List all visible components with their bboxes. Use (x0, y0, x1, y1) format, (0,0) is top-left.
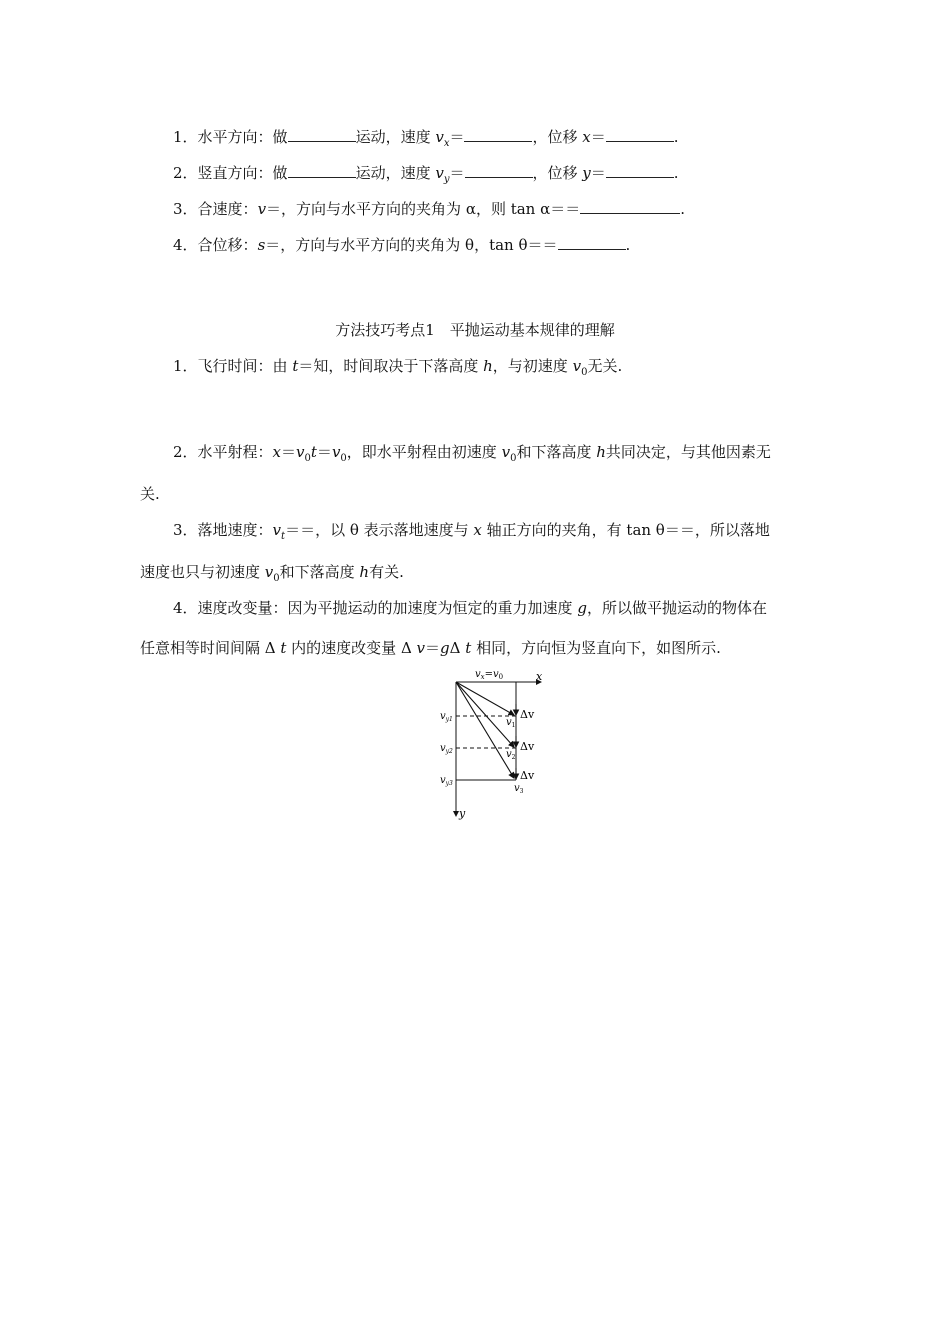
answer-blank[interactable] (464, 127, 532, 142)
formula-line-4: 4．合位移：s＝，方向与水平方向的夹角为 θ，tan θ＝＝ . (173, 236, 631, 254)
answer-blank[interactable] (288, 127, 356, 142)
x-axis-label: x (536, 670, 543, 683)
vy1-label: $v_{y1}$ (440, 711, 453, 723)
velocity-diagram (425, 664, 555, 824)
point-2-line-1: 2．水平射程：$x=v_0t=v_0$，即水平射程由初速度 $v_0$和下落高度 h共同决定，与其他因素无 (173, 443, 771, 464)
vy2-label: $v_{y2}$ (440, 743, 453, 755)
point-3-line-1: 3．落地速度：$v_t==$，以 θ 表示落地速度与 x 轴正方向的夹角，有 tan θ＝＝，所以落地 (173, 521, 770, 542)
y-axis-label: y (459, 807, 466, 820)
point-3-line-2: 速度也只与初速度 $v_0$和下落高度 h有关. (140, 563, 404, 584)
dv2-label: Δv (520, 740, 535, 753)
formula-line-3: 3．合速度：v＝，方向与水平方向的夹角为 α，则 tan α＝＝ . (173, 200, 686, 218)
answer-blank[interactable] (288, 163, 356, 178)
answer-blank[interactable] (580, 199, 680, 214)
formula-line-1: 1．水平方向：做 运动，速度 $v_x=$ ，位移 x＝ . (173, 128, 679, 149)
v2-vector (456, 682, 514, 747)
v1-vector (456, 682, 514, 715)
dv3-label: Δv (520, 769, 535, 782)
formula-line-2: 2．竖直方向：做 运动，速度 $v_y=$ ，位移 y＝ . (173, 164, 679, 185)
point-4-line-1: 4．速度改变量：因为平抛运动的加速度为恒定的重力加速度 g，所以做平抛运动的物体在 (173, 599, 767, 617)
top-label: $v_x=v_0$ (475, 669, 504, 681)
v3-vector (456, 682, 514, 778)
answer-blank[interactable] (465, 163, 533, 178)
section-title: 方法技巧考点1 平抛运动基本规律的理解 (335, 321, 615, 339)
v3-label: $v_3$ (514, 783, 524, 795)
point-2-line-2: 关. (140, 485, 160, 503)
v1-label: $v_1$ (506, 717, 516, 729)
answer-blank[interactable] (558, 235, 626, 250)
answer-blank[interactable] (606, 163, 674, 178)
point-4-line-2: 任意相等时间间隔 Δ t 内的速度改变量 Δ v＝gΔ t 相同，方向恒为竖直向下，如图所示. (140, 639, 721, 657)
answer-blank[interactable] (606, 127, 674, 142)
v2-label: $v_2$ (506, 749, 516, 761)
vy3-label: $v_{y3}$ (440, 775, 453, 787)
dv1-label: Δv (520, 708, 535, 721)
point-1: 1．飞行时间：由 t＝知，时间取决于下落高度 h，与初速度 $v_0$无关. (173, 357, 623, 378)
